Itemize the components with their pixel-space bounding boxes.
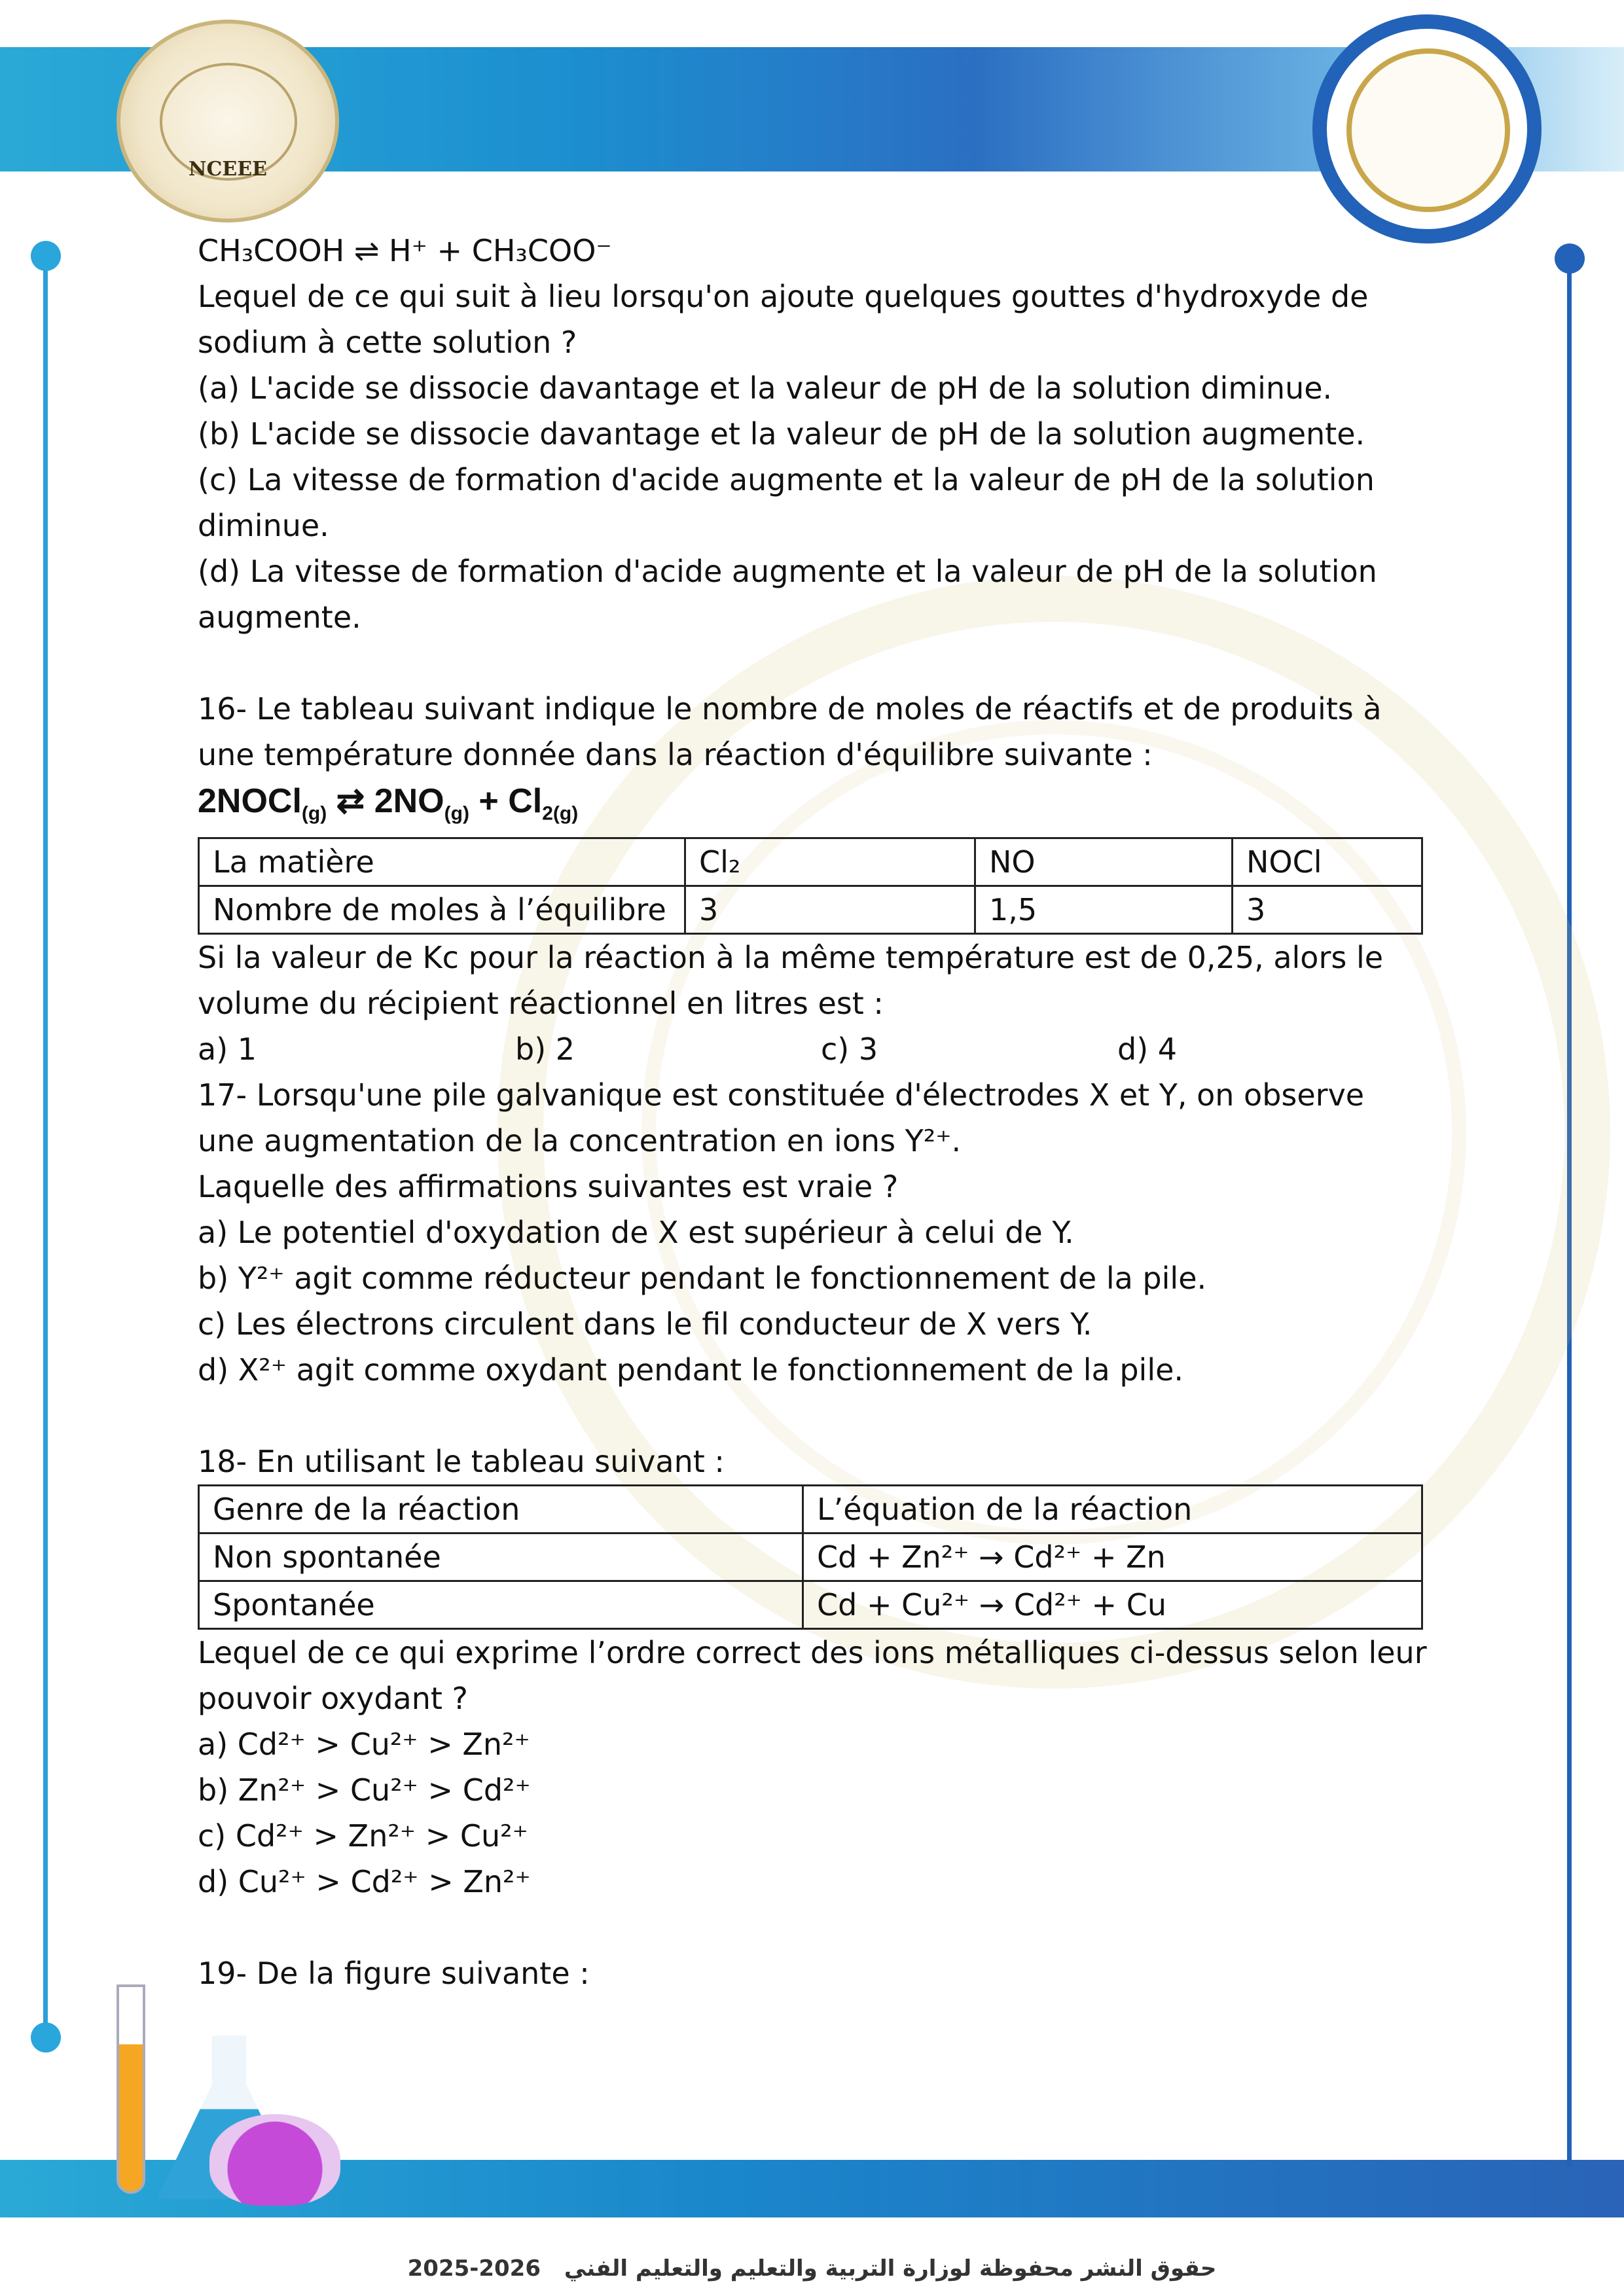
q17-option-d: d) X²⁺ agit comme oxydant pendant le fonctionnement de la pile.: [198, 1352, 1184, 1388]
q16-stem: 16- Le tableau suivant indique le nombre de moles de réactifs et de produits à une température donnée dans la réaction d'équilibre suivante :: [198, 691, 1382, 772]
q16-table: [198, 837, 1423, 935]
q16-option-b: b) 2: [515, 1031, 575, 1067]
q16-options: [198, 1026, 1428, 1072]
q17-option-b: b) Y²⁺ agit comme réducteur pendant le fonctionnement de la pile.: [198, 1261, 1207, 1297]
copyright-footer: [0, 2255, 1624, 2282]
table-header-cell: L’équation de la réaction: [803, 1486, 1422, 1534]
lab-glassware-illustration: [98, 1937, 347, 2212]
q16-option-d: d) 4: [1117, 1031, 1178, 1067]
q18-option-a: a) Cd²⁺ > Cu²⁺ > Zn²⁺: [198, 1727, 530, 1763]
q15-option-a: (a) L'acide se dissocie davantage et la valeur de pH de la solution diminue.: [198, 370, 1333, 406]
q17-option-c: c) Les électrons circulent dans le fil conducteur de X vers Y.: [198, 1306, 1092, 1342]
q17-stem: 17- Lorsqu'une pile galvanique est constituée d'électrodes X et Y, on observe une augmentation de la concentration en ions Y²⁺.: [198, 1077, 1365, 1159]
table-cell: Spontanée: [199, 1581, 803, 1629]
q15-option-d: (d) La vitesse de formation d'acide augmente et la valeur de pH de la solution augmente.: [198, 554, 1377, 635]
right-rail: [1567, 262, 1572, 2166]
round-flask-icon: [209, 2114, 340, 2206]
q18-option-d: d) Cu²⁺ > Cd²⁺ > Zn²⁺: [198, 1864, 531, 1900]
q17-question: Laquelle des affirmations suivantes est vraie ?: [198, 1169, 899, 1205]
table-header-cell: Cl₂: [685, 838, 975, 886]
footer-year: 2025-2026: [407, 2255, 541, 2282]
q18-stem: 18- En utilisant le tableau suivant :: [198, 1444, 725, 1480]
q16-equation: 2NOCl$_{(g)}$ ⇄ $2NO_{(g)} + Cl_{2(g)}$: [198, 782, 579, 825]
table-cell: Nombre de moles à l’équilibre: [199, 886, 685, 934]
table-row: [199, 886, 1422, 934]
q16-question: Si la valeur de Kc pour la réaction à la même température est de 0,25, alors le volume du récipient réactionnel en litres est :: [198, 940, 1384, 1022]
q16-option-c: c) 3: [821, 1031, 878, 1067]
table-header-cell: NO: [975, 838, 1233, 886]
table-cell: 3: [685, 886, 975, 934]
left-rail: [43, 255, 48, 2036]
q15-option-c: (c) La vitesse de formation d'acide augmente et la valeur de pH de la solution diminue.: [198, 462, 1375, 543]
table-row: [199, 1486, 1422, 1534]
exam-content: [198, 228, 1428, 1996]
q18-option-c: c) Cd²⁺ > Zn²⁺ > Cu²⁺: [198, 1818, 528, 1854]
rail-dot: [31, 241, 61, 271]
q19-stem: 19- De la figure suivante :: [198, 1956, 590, 1992]
logo-label: NCEEE: [189, 158, 267, 181]
q15-equation: CH₃COOH ⇌ H⁺ + CH₃COO⁻: [198, 233, 612, 268]
table-header-cell: NOCl: [1233, 838, 1422, 886]
q15-stem: Lequel de ce qui suit à lieu lorsqu'on ajoute quelques gouttes d'hydroxyde de sodium à cette solution ?: [198, 279, 1369, 360]
q18-question: Lequel de ce qui exprime l’ordre correct des ions métalliques ci-dessus selon leur pouvoir oxydant ?: [198, 1635, 1427, 1717]
rail-dot: [1555, 243, 1585, 274]
nceee-logo: [117, 20, 339, 223]
table-row: [199, 1581, 1422, 1629]
test-tube-icon: [117, 1984, 145, 2194]
table-header-cell: Genre de la réaction: [199, 1486, 803, 1534]
q17-option-a: a) Le potentiel d'oxydation de X est supérieur à celui de Y.: [198, 1215, 1074, 1251]
logo-emblem: [1346, 48, 1510, 212]
table-cell: Cd + Zn²⁺ → Cd²⁺ + Zn: [803, 1534, 1422, 1581]
footer-copyright: حقوق النشر محفوظة لوزارة التربية والتعليم والتعليم الفني: [564, 2255, 1217, 2282]
q18-table: [198, 1484, 1423, 1630]
table-cell: 3: [1233, 886, 1422, 934]
q15-option-b: (b) L'acide se dissocie davantage et la valeur de pH de la solution augmente.: [198, 416, 1365, 452]
table-header-cell: La matière: [199, 838, 685, 886]
table-row: [199, 838, 1422, 886]
q16-option-a: a) 1: [198, 1031, 257, 1067]
rail-dot: [31, 2022, 61, 2053]
table-cell: 1,5: [975, 886, 1233, 934]
table-cell: Cd + Cu²⁺ → Cd²⁺ + Cu: [803, 1581, 1422, 1629]
ministry-logo: [1312, 14, 1542, 243]
table-cell: Non spontanée: [199, 1534, 803, 1581]
q18-option-b: b) Zn²⁺ > Cu²⁺ > Cd²⁺: [198, 1772, 531, 1808]
table-row: [199, 1534, 1422, 1581]
